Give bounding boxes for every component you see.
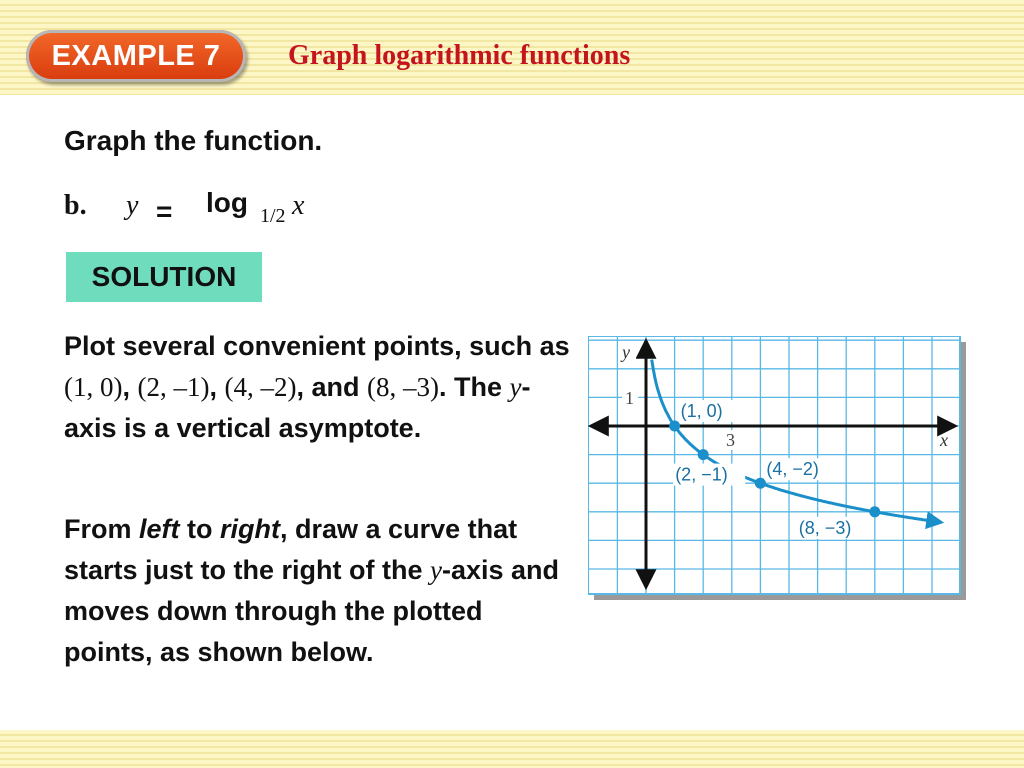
text: , bbox=[122, 372, 138, 402]
x-axis-label: x bbox=[940, 430, 948, 450]
text: -axis is a vertical asymptote. bbox=[64, 372, 531, 443]
plotted-point bbox=[698, 449, 709, 460]
equation-equals: = bbox=[156, 196, 173, 227]
text: , draw a curve that starts just to the right of the bbox=[64, 514, 518, 585]
point-text: (1, 0) bbox=[64, 372, 123, 402]
log-graph bbox=[588, 336, 968, 602]
graph-svg bbox=[588, 336, 968, 602]
text: From bbox=[64, 514, 140, 544]
point-text: (4, –2) bbox=[224, 372, 297, 402]
point-label: (8, −3) bbox=[798, 517, 852, 538]
footer-band bbox=[0, 730, 1024, 768]
plotted-point bbox=[669, 421, 680, 432]
equation-argument: x bbox=[292, 190, 305, 221]
text: , bbox=[209, 372, 225, 402]
y-tick-label: 1 bbox=[625, 388, 634, 408]
equation-log: log bbox=[206, 187, 248, 218]
point-label: (1, 0) bbox=[680, 401, 723, 421]
point-label: (4, −2) bbox=[766, 459, 819, 480]
equation-lhs: y bbox=[126, 190, 139, 221]
plotted-point bbox=[755, 478, 766, 489]
paragraph-draw-curve bbox=[64, 509, 574, 673]
equation-base: 1/2 bbox=[260, 205, 286, 227]
text: . The bbox=[438, 372, 510, 402]
emphasis-text: right bbox=[220, 514, 281, 544]
point-text: (2, –1) bbox=[137, 372, 210, 402]
y-axis-label: y bbox=[622, 342, 630, 362]
text: -axis and moves down through the plotted points, as shown below. bbox=[64, 555, 560, 667]
text: Plot several convenient points, such as bbox=[64, 331, 570, 361]
page-title: Graph logarithmic functions bbox=[288, 40, 631, 71]
x-tick-label: 3 bbox=[726, 430, 735, 450]
point-label: (2, −1) bbox=[675, 464, 728, 485]
emphasis-text: left bbox=[139, 514, 180, 544]
example-badge-label: EXAMPLE 7 bbox=[51, 39, 221, 72]
variable-text: y bbox=[430, 555, 442, 585]
text: to bbox=[179, 514, 221, 544]
plotted-point bbox=[869, 506, 880, 517]
paragraph-plot-points bbox=[64, 326, 574, 449]
point-text: (8, –3) bbox=[367, 372, 439, 402]
part-label: b. bbox=[64, 190, 87, 221]
example-badge bbox=[26, 30, 246, 82]
text: , and bbox=[296, 372, 367, 402]
prompt-text: Graph the function. bbox=[64, 125, 323, 156]
solution-label: SOLUTION bbox=[66, 252, 262, 302]
variable-text: y bbox=[509, 372, 522, 402]
